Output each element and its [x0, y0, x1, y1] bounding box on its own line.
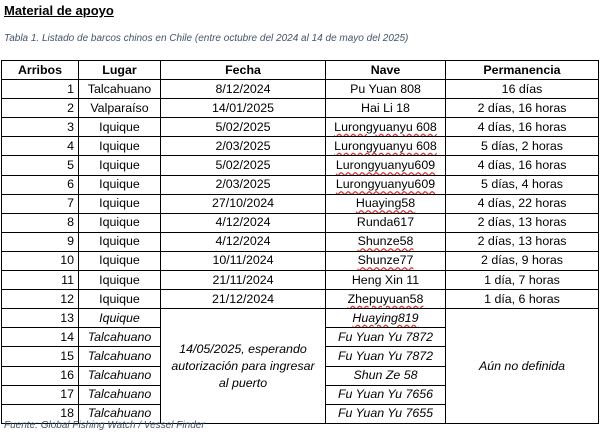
cell-lugar: Iquique [79, 175, 161, 194]
cell-lugar: Talcahuano [79, 385, 161, 404]
cell-nave: Runda617 [326, 213, 446, 232]
cell-nave [326, 232, 446, 251]
cell-arribo: 2 [2, 99, 79, 118]
cell-fecha-pending: 14/05/2025, esperando autorización para ingresar al puerto [161, 309, 326, 424]
cell-permanencia: 2 días, 13 horas [446, 232, 599, 251]
cell-fecha: 8/12/2024 [161, 80, 326, 99]
table-row [2, 213, 599, 232]
cell-fecha: 4/12/2024 [161, 213, 326, 232]
cell-permanencia: 16 días [446, 80, 599, 99]
header-permanencia: Permanencia [446, 61, 599, 80]
cell-nave: Shun Ze 58 [326, 366, 446, 385]
vessel-name: Lurongyuanyu 608 [334, 138, 437, 153]
cell-lugar: Iquique [79, 251, 161, 270]
vessel-name: Huaying819 [352, 310, 419, 325]
cell-arribo: 4 [2, 137, 79, 156]
cell-nave [326, 137, 446, 156]
cell-permanencia: 2 días, 16 horas [446, 99, 599, 118]
cell-lugar: Talcahuano [79, 328, 161, 347]
cell-lugar: Iquique [79, 271, 161, 290]
table-row [2, 232, 599, 251]
cell-arribo: 13 [2, 309, 79, 328]
cell-arribo: 7 [2, 194, 79, 213]
cell-lugar: Iquique [79, 309, 161, 328]
cell-fecha: 5/02/2025 [161, 156, 326, 175]
table-row [2, 99, 599, 118]
cell-lugar: Talcahuano [79, 366, 161, 385]
vessel-name: Lurongyuanyu609 [335, 177, 436, 192]
cell-fecha: 4/12/2024 [161, 232, 326, 251]
table-row [2, 194, 599, 213]
cell-nave: Fu Yuan Yu 7656 [326, 385, 446, 404]
cell-arribo: 18 [2, 404, 79, 423]
table-row [2, 118, 599, 137]
table-row [2, 156, 599, 175]
table-row [2, 290, 599, 309]
cell-permanencia: 4 días, 16 horas [446, 118, 599, 137]
cell-permanencia: 5 días, 2 horas [446, 137, 599, 156]
cell-fecha: 5/02/2025 [161, 118, 326, 137]
table-row [2, 137, 599, 156]
vessel-name: Zhepuyuan58 [347, 291, 424, 306]
cell-arribo: 8 [2, 213, 79, 232]
cell-nave: Fu Yuan Yu 7872 [326, 347, 446, 366]
cell-fecha: 2/03/2025 [161, 175, 326, 194]
cell-lugar: Talcahuano [79, 347, 161, 366]
cell-arribo: 9 [2, 232, 79, 251]
cell-permanencia-pending: Aún no definida [446, 309, 599, 424]
table-row [2, 271, 599, 290]
cell-nave: Heng Xin 11 [326, 271, 446, 290]
cell-nave: Hai Li 18 [326, 99, 446, 118]
cell-fecha: 2/03/2025 [161, 137, 326, 156]
header-lugar: Lugar [79, 61, 161, 80]
table-row [2, 251, 599, 270]
table-caption: Tabla 1. Listado de barcos chinos en Chile (entre octubre del 2024 al 14 de mayo del 2025) [4, 33, 409, 44]
cell-lugar: Iquique [79, 156, 161, 175]
cell-arribo: 14 [2, 328, 79, 347]
cell-nave [326, 251, 446, 270]
document-heading: Material de apoyo [4, 3, 114, 18]
cell-nave: Fu Yuan Yu 7655 [326, 404, 446, 423]
vessels-table [1, 60, 599, 424]
cell-arribo: 5 [2, 156, 79, 175]
cell-lugar: Iquique [79, 290, 161, 309]
cell-fecha: 14/01/2025 [161, 99, 326, 118]
cell-arribo: 11 [2, 271, 79, 290]
cell-permanencia: 1 día, 6 horas [446, 290, 599, 309]
table-row [2, 175, 599, 194]
cell-nave [326, 156, 446, 175]
cell-permanencia: 5 días, 4 horas [446, 175, 599, 194]
cell-arribo: 16 [2, 366, 79, 385]
cell-permanencia: 4 días, 16 horas [446, 156, 599, 175]
cell-nave: Pu Yuan 808 [326, 80, 446, 99]
table-row [2, 309, 599, 328]
cell-lugar: Valparaíso [79, 99, 161, 118]
cell-permanencia: 1 día, 7 horas [446, 271, 599, 290]
cell-arribo: 17 [2, 385, 79, 404]
cell-lugar: Iquique [79, 137, 161, 156]
header-arribos: Arribos [2, 61, 79, 80]
cell-arribo: 10 [2, 251, 79, 270]
header-nave: Nave [326, 61, 446, 80]
cell-nave [326, 309, 446, 328]
vessel-name: Lurongyuanyu 608 [334, 119, 437, 134]
cell-lugar: Talcahuano [79, 80, 161, 99]
cell-arribo: 15 [2, 347, 79, 366]
cell-nave [326, 290, 446, 309]
cell-lugar: Iquique [79, 194, 161, 213]
cell-lugar: Iquique [79, 118, 161, 137]
source-note: Fuente: Global Fishing Watch / Vessel Finder [4, 420, 205, 431]
cell-fecha: 10/11/2024 [161, 251, 326, 270]
cell-arribo: 12 [2, 290, 79, 309]
cell-nave [326, 194, 446, 213]
vessel-name: Huaying58 [355, 196, 416, 211]
cell-permanencia: 2 días, 13 horas [446, 213, 599, 232]
vessel-name: Shunze58 [357, 234, 414, 249]
cell-arribo: 1 [2, 80, 79, 99]
table-row [2, 80, 599, 99]
cell-fecha: 27/10/2024 [161, 194, 326, 213]
cell-lugar: Iquique [79, 213, 161, 232]
table-header-row [2, 61, 599, 80]
vessel-name: Shunze77 [357, 253, 414, 268]
cell-lugar: Talcahuano [79, 404, 161, 423]
cell-nave: Fu Yuan Yu 7872 [326, 328, 446, 347]
cell-nave [326, 118, 446, 137]
cell-permanencia: 2 días, 9 horas [446, 251, 599, 270]
header-fecha: Fecha [161, 61, 326, 80]
cell-permanencia: 4 días, 22 horas [446, 194, 599, 213]
cell-lugar: Iquique [79, 232, 161, 251]
vessel-name: Lurongyuanyu609 [335, 158, 436, 173]
cell-arribo: 6 [2, 175, 79, 194]
cell-nave [326, 175, 446, 194]
cell-fecha: 21/12/2024 [161, 290, 326, 309]
cell-fecha: 21/11/2024 [161, 271, 326, 290]
cell-arribo: 3 [2, 118, 79, 137]
